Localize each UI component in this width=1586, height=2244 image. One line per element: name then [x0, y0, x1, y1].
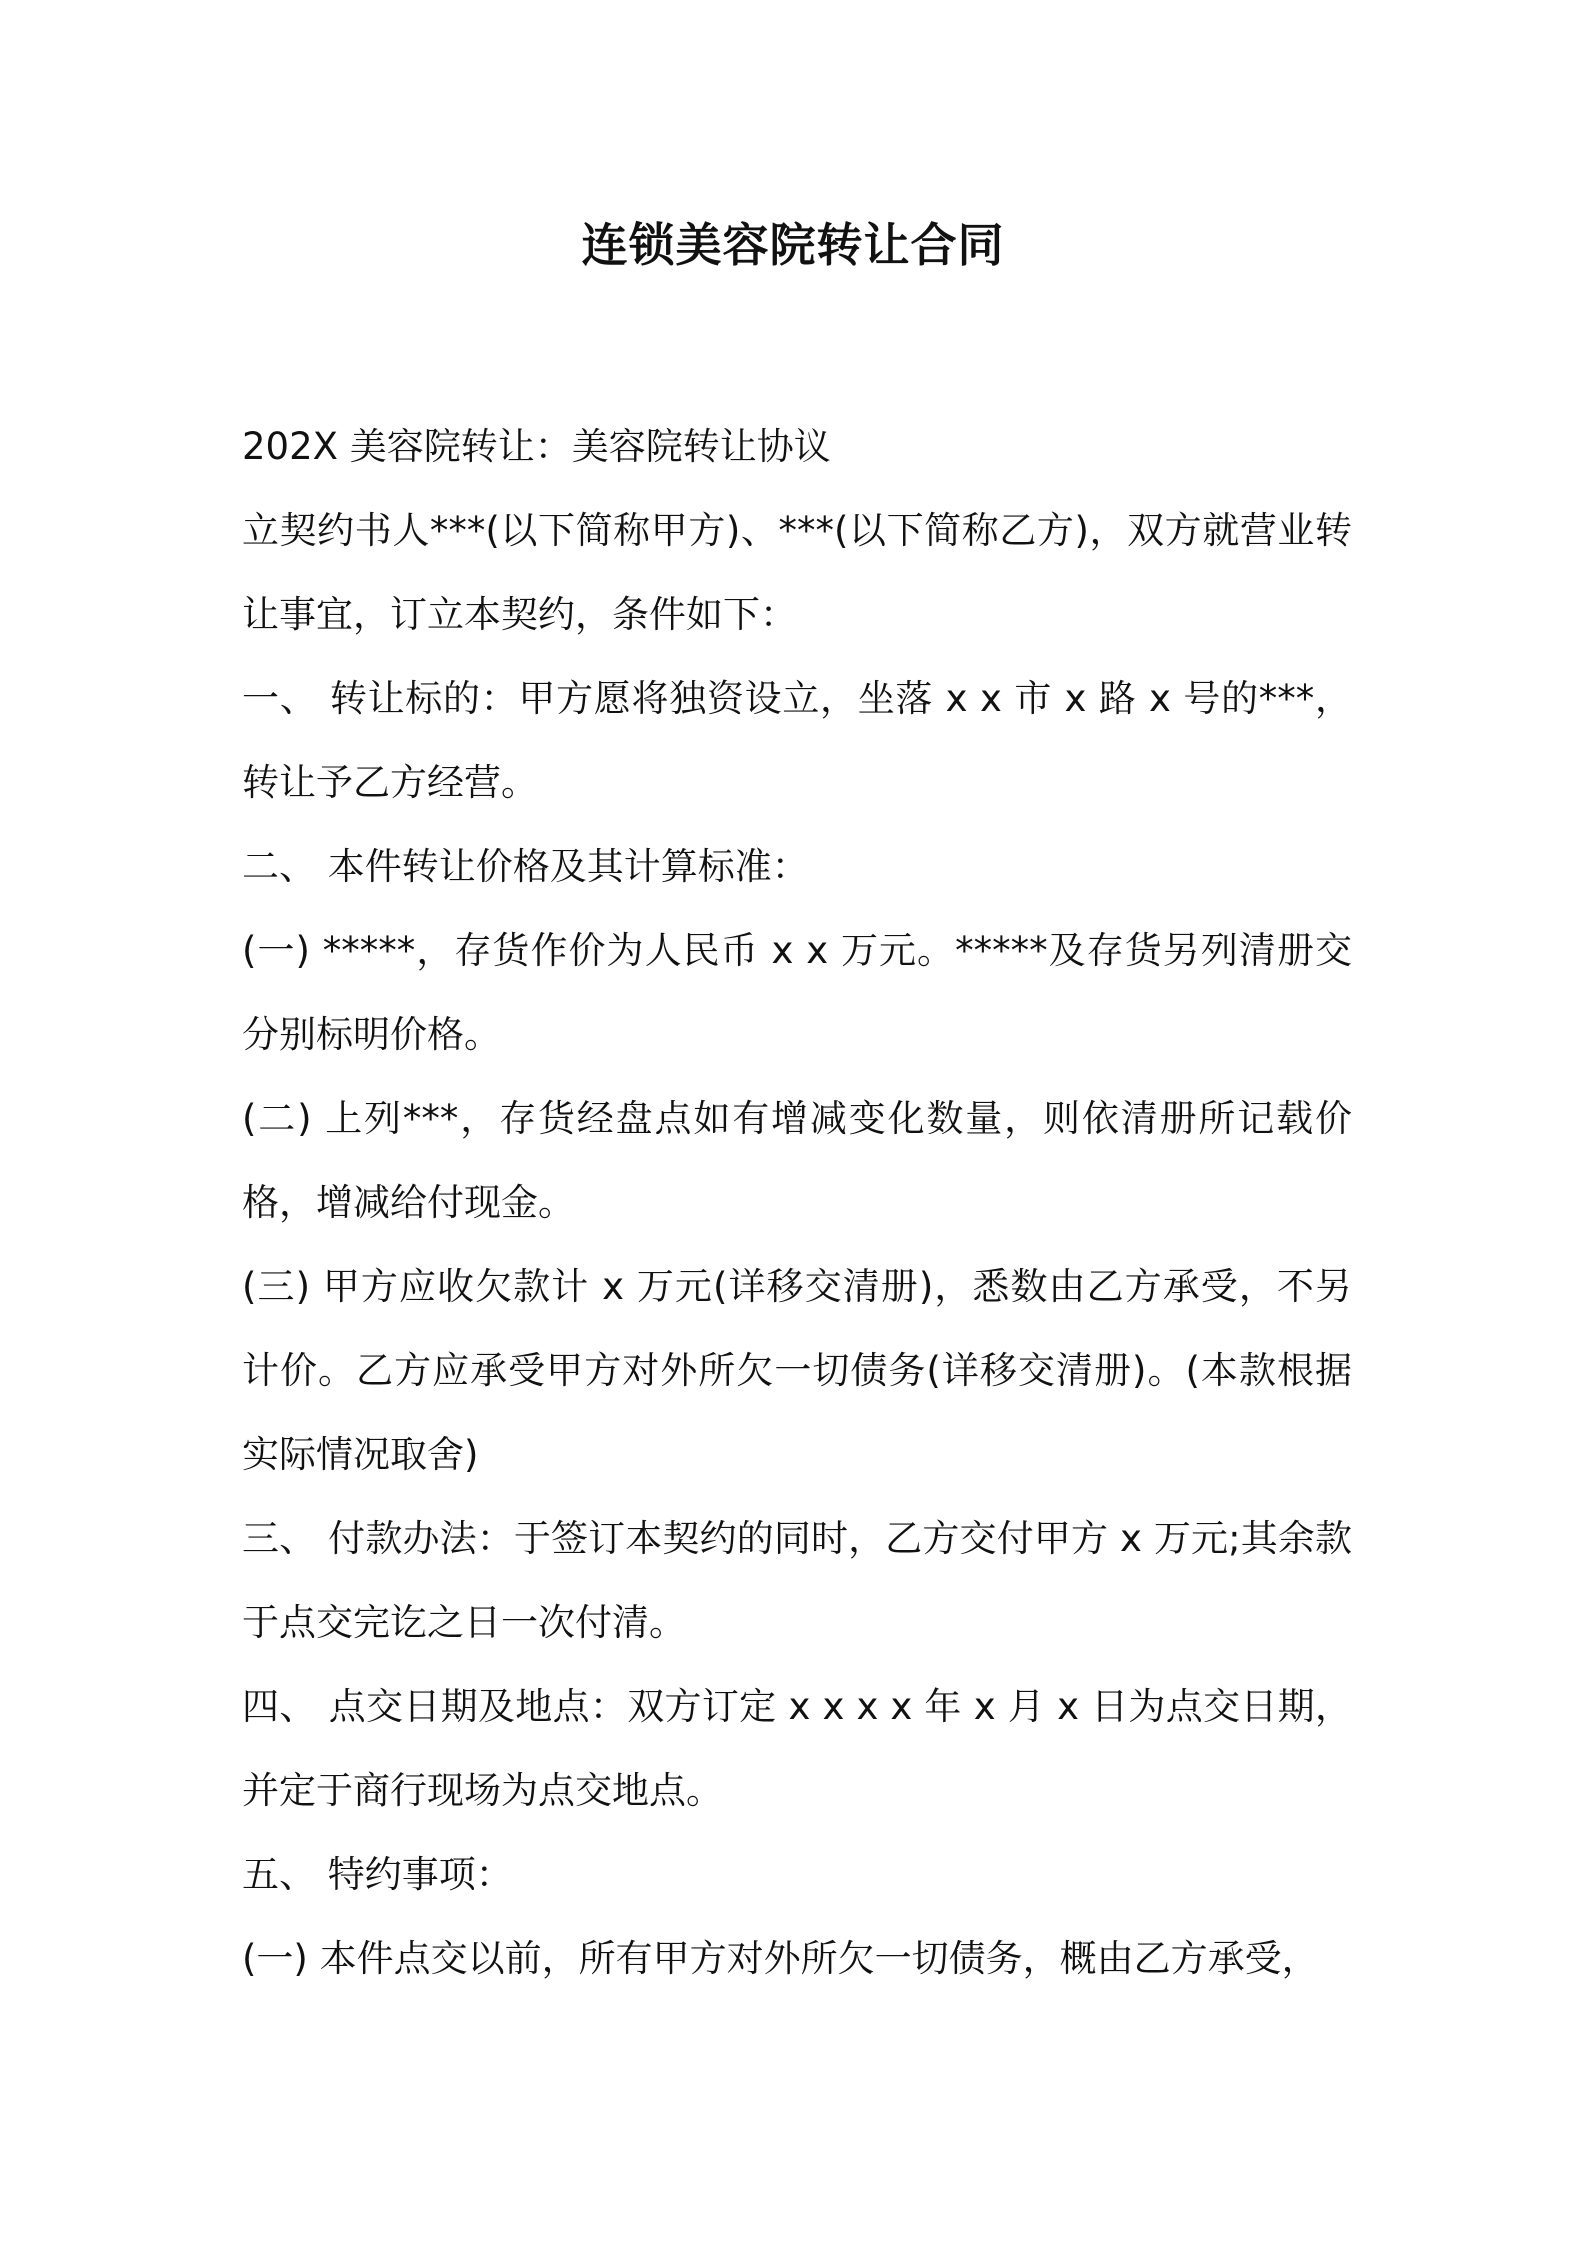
paragraph-clause-4: 四、 点交日期及地点：双方订定 x x x x 年 x 月 x 日为点交日期，并定于商行现场为点交地点。	[242, 1685, 1352, 1812]
paragraph-clause-3: 三、 付款办法：于签订本契约的同时，乙方交付甲方 x 万元;其余款于点交完讫之日一次付清。	[242, 1517, 1352, 1644]
paragraph-clause-1: 一、 转让标的：甲方愿将独资设立，坐落 x x 市 x 路 x 号的***，转让予乙方经营。	[242, 677, 1352, 804]
paragraph-clause-5: 五、 特约事项：	[242, 1853, 513, 1896]
paragraph-heading-line: 202X 美容院转让：美容院转让协议	[242, 425, 831, 468]
paragraph-clause-2-item-1: (一) *****，存货作价为人民币 x x 万元。*****及存货另列清册交分别标明价格。	[242, 929, 1352, 1056]
paragraph-clause-5-item-1: (一) 本件点交以前，所有甲方对外所欠一切债务，概由乙方承受，	[242, 1937, 1319, 1980]
paragraph-clause-2: 二、 本件转让价格及其计算标准：	[242, 845, 809, 888]
paragraph-clause-2-item-3: (三) 甲方应收欠款计 x 万元(详移交清册)，悉数由乙方承受，不另计价。乙方应承受甲方对外所欠一切债务(详移交清册)。(本款根据实际情况取舍)	[242, 1265, 1352, 1476]
document-title: 连锁美容院转让合同	[581, 218, 1005, 272]
paragraph-preamble: 立契约书人***(以下简称甲方)、***(以下简称乙方)，双方就营业转让事宜，订立本契约，条件如下：	[242, 509, 1352, 636]
paragraph-clause-2-item-2: (二) 上列***，存货经盘点如有增减变化数量，则依清册所记载价格，增减给付现金。	[242, 1097, 1352, 1224]
document-body	[242, 405, 1352, 2001]
